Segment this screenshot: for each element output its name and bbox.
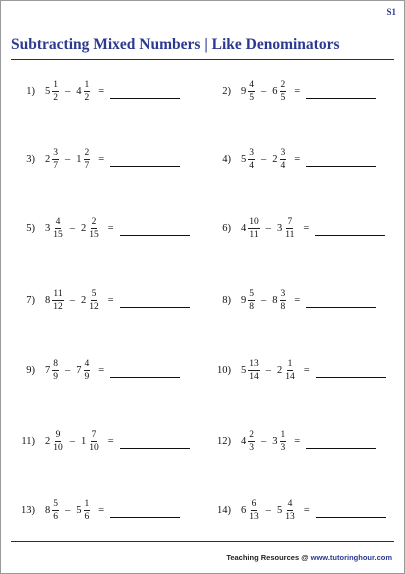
denominator: 8 xyxy=(280,301,286,312)
numerator: 3 xyxy=(280,147,286,158)
fraction xyxy=(84,499,91,522)
numerator: 1 xyxy=(84,498,90,509)
problem-item xyxy=(9,285,190,315)
whole-number: 6 xyxy=(272,85,278,97)
fraction xyxy=(52,289,64,312)
equals-sign: = xyxy=(303,504,310,516)
mixed-number xyxy=(45,359,59,382)
fraction xyxy=(248,499,260,522)
denominator: 15 xyxy=(89,229,99,240)
problem-number: 2) xyxy=(222,85,231,97)
numerator: 4 xyxy=(84,358,90,369)
whole-number: 3 xyxy=(272,435,278,447)
denominator: 6 xyxy=(53,511,58,522)
mixed-number xyxy=(76,499,90,522)
numerator: 2 xyxy=(249,429,254,440)
fraction xyxy=(280,148,287,171)
equals-sign: = xyxy=(107,294,114,306)
mixed-number xyxy=(277,359,296,382)
numerator: 1 xyxy=(287,358,293,369)
denominator: 14 xyxy=(285,371,295,382)
mixed-number xyxy=(81,289,100,312)
mixed-number xyxy=(45,80,59,103)
numerator: 3 xyxy=(249,147,254,158)
mixed-number xyxy=(241,499,260,522)
whole-number: 5 xyxy=(45,85,51,97)
minus-sign: – xyxy=(65,153,71,165)
denominator: 9 xyxy=(53,371,58,382)
problem-number: 9) xyxy=(26,364,35,376)
problem-number: 10) xyxy=(217,364,231,376)
mixed-number xyxy=(241,148,255,171)
footer-divider xyxy=(11,541,394,542)
numerator: 1 xyxy=(84,79,90,90)
denominator: 14 xyxy=(249,371,259,382)
minus-sign: – xyxy=(69,294,75,306)
fraction xyxy=(52,80,59,103)
whole-number: 2 xyxy=(81,222,87,234)
whole-number: 8 xyxy=(45,504,51,516)
minus-sign: – xyxy=(261,85,267,97)
denominator: 2 xyxy=(84,92,90,103)
whole-number: 7 xyxy=(45,364,51,376)
answer-line[interactable] xyxy=(110,377,180,378)
problem-grid xyxy=(1,1,404,573)
whole-number: 3 xyxy=(277,222,283,234)
denominator: 10 xyxy=(89,442,99,453)
problem-number: 13) xyxy=(21,504,35,516)
whole-number: 2 xyxy=(81,294,87,306)
mixed-number xyxy=(241,430,255,453)
equals-sign: = xyxy=(303,364,310,376)
problem-item xyxy=(205,213,385,243)
whole-number: 5 xyxy=(76,504,82,516)
mixed-number xyxy=(272,80,286,103)
denominator: 12 xyxy=(53,301,63,312)
minus-sign: – xyxy=(69,222,75,234)
whole-number: 3 xyxy=(45,222,51,234)
equals-sign: = xyxy=(294,85,301,97)
whole-number: 4 xyxy=(76,85,82,97)
minus-sign: – xyxy=(261,435,267,447)
numerator: 1 xyxy=(280,429,286,440)
answer-line[interactable] xyxy=(306,448,376,449)
equals-sign: = xyxy=(303,222,310,234)
fraction xyxy=(88,289,100,312)
whole-number: 2 xyxy=(45,435,51,447)
numerator: 3 xyxy=(53,147,58,158)
denominator: 6 xyxy=(84,511,90,522)
numerator: 11 xyxy=(53,288,63,299)
denominator: 3 xyxy=(280,442,286,453)
mixed-number xyxy=(45,148,59,171)
problem-item xyxy=(9,144,180,174)
answer-line[interactable] xyxy=(110,517,180,518)
footer xyxy=(226,553,392,562)
fraction xyxy=(280,289,287,312)
denominator: 9 xyxy=(84,371,90,382)
problem-number: 4) xyxy=(222,153,231,165)
problem-number: 5) xyxy=(26,222,35,234)
minus-sign: – xyxy=(261,294,267,306)
numerator: 9 xyxy=(55,429,61,440)
numerator: 13 xyxy=(249,358,259,369)
fraction xyxy=(52,430,64,453)
problem-number: 1) xyxy=(26,85,35,97)
fraction xyxy=(248,359,260,382)
denominator: 11 xyxy=(285,229,295,240)
denominator: 13 xyxy=(249,511,259,522)
fraction xyxy=(88,217,100,240)
minus-sign: – xyxy=(65,85,71,97)
minus-sign: – xyxy=(265,504,271,516)
whole-number: 1 xyxy=(76,153,82,165)
whole-number: 9 xyxy=(241,294,247,306)
problem-item xyxy=(9,76,180,106)
numerator: 5 xyxy=(53,498,58,509)
equals-sign: = xyxy=(98,153,105,165)
answer-line[interactable] xyxy=(306,307,376,308)
numerator: 3 xyxy=(280,288,286,299)
mixed-number xyxy=(277,217,295,240)
equals-sign: = xyxy=(294,153,301,165)
mixed-number xyxy=(241,80,255,103)
problem-item xyxy=(205,355,386,385)
problem-item xyxy=(9,495,180,525)
equals-sign: = xyxy=(107,222,114,234)
numerator: 5 xyxy=(91,288,97,299)
numerator: 4 xyxy=(55,216,61,227)
denominator: 15 xyxy=(53,229,63,240)
page-title: Subtracting Mixed Numbers | Like Denominators xyxy=(11,36,340,53)
mixed-number xyxy=(272,148,286,171)
mixed-number xyxy=(81,430,100,453)
denominator: 8 xyxy=(249,301,254,312)
answer-line[interactable] xyxy=(120,235,190,236)
whole-number: 8 xyxy=(272,294,278,306)
fraction xyxy=(248,80,255,103)
whole-number: 9 xyxy=(241,85,247,97)
denominator: 4 xyxy=(249,160,254,171)
numerator: 4 xyxy=(249,79,254,90)
whole-number: 4 xyxy=(241,222,247,234)
fraction xyxy=(280,430,287,453)
problem-item xyxy=(9,213,190,243)
numerator: 2 xyxy=(91,216,97,227)
mixed-number xyxy=(81,217,100,240)
denominator: 2 xyxy=(53,92,58,103)
problem-item xyxy=(205,285,376,315)
fraction xyxy=(52,148,59,171)
whole-number: 2 xyxy=(277,364,283,376)
equals-sign: = xyxy=(98,504,105,516)
answer-line[interactable] xyxy=(316,377,386,378)
numerator: 7 xyxy=(287,216,293,227)
equals-sign: = xyxy=(107,435,114,447)
fraction xyxy=(52,499,59,522)
whole-number: 2 xyxy=(45,153,51,165)
problem-number: 8) xyxy=(222,294,231,306)
problem-number: 14) xyxy=(217,504,231,516)
denominator: 13 xyxy=(285,511,295,522)
whole-number: 1 xyxy=(81,435,87,447)
denominator: 7 xyxy=(84,160,90,171)
mixed-number xyxy=(45,430,64,453)
answer-line[interactable] xyxy=(316,517,386,518)
mixed-number xyxy=(45,289,64,312)
whole-number: 5 xyxy=(277,504,283,516)
mixed-number xyxy=(277,499,296,522)
numerator: 6 xyxy=(251,498,257,509)
minus-sign: – xyxy=(69,435,75,447)
answer-line[interactable] xyxy=(120,307,190,308)
equals-sign: = xyxy=(294,435,301,447)
denominator: 5 xyxy=(280,92,286,103)
mixed-number xyxy=(76,148,90,171)
mixed-number xyxy=(241,217,260,240)
numerator: 7 xyxy=(91,429,97,440)
fraction xyxy=(280,80,287,103)
mixed-number xyxy=(241,359,260,382)
fraction xyxy=(248,217,260,240)
fraction xyxy=(248,289,255,312)
numerator: 1 xyxy=(53,79,58,90)
answer-line[interactable] xyxy=(306,166,376,167)
sheet-code: S1 xyxy=(386,7,396,17)
denominator: 11 xyxy=(249,229,259,240)
denominator: 12 xyxy=(89,301,99,312)
problem-number: 6) xyxy=(222,222,231,234)
fraction xyxy=(284,499,296,522)
answer-line[interactable] xyxy=(110,166,180,167)
whole-number: 7 xyxy=(76,364,82,376)
denominator: 3 xyxy=(249,442,254,453)
problem-item xyxy=(205,144,376,174)
denominator: 10 xyxy=(53,442,63,453)
minus-sign: – xyxy=(265,222,271,234)
problem-item xyxy=(205,76,376,106)
footer-url[interactable]: www.tutoringhour.com xyxy=(310,553,392,562)
fraction xyxy=(52,217,64,240)
answer-line[interactable] xyxy=(315,235,385,236)
fraction xyxy=(52,359,59,382)
numerator: 5 xyxy=(249,288,254,299)
whole-number: 2 xyxy=(272,153,278,165)
fraction xyxy=(284,217,295,240)
problem-number: 11) xyxy=(21,435,35,447)
equals-sign: = xyxy=(98,85,105,97)
mixed-number xyxy=(76,359,90,382)
equals-sign: = xyxy=(294,294,301,306)
numerator: 4 xyxy=(287,498,293,509)
answer-line[interactable] xyxy=(110,98,180,99)
problem-number: 12) xyxy=(217,435,231,447)
mixed-number xyxy=(272,430,286,453)
mixed-number xyxy=(45,499,59,522)
denominator: 5 xyxy=(249,92,254,103)
problem-item xyxy=(205,495,386,525)
problem-item xyxy=(9,426,190,456)
denominator: 7 xyxy=(53,160,58,171)
whole-number: 4 xyxy=(241,435,247,447)
fraction xyxy=(88,430,100,453)
fraction xyxy=(84,80,91,103)
whole-number: 8 xyxy=(45,294,51,306)
fraction xyxy=(84,359,91,382)
numerator: 2 xyxy=(84,147,90,158)
denominator: 4 xyxy=(280,160,286,171)
minus-sign: – xyxy=(65,364,71,376)
fraction xyxy=(248,430,255,453)
whole-number: 5 xyxy=(241,364,247,376)
minus-sign: – xyxy=(261,153,267,165)
problem-item xyxy=(205,426,376,456)
answer-line[interactable] xyxy=(306,98,376,99)
whole-number: 5 xyxy=(241,153,247,165)
numerator: 2 xyxy=(280,79,286,90)
numerator: 8 xyxy=(53,358,58,369)
footer-label: Teaching Resources @ xyxy=(226,553,311,562)
fraction xyxy=(284,359,296,382)
answer-line[interactable] xyxy=(120,448,190,449)
whole-number: 6 xyxy=(241,504,247,516)
mixed-number xyxy=(45,217,64,240)
equals-sign: = xyxy=(98,364,105,376)
mixed-number xyxy=(241,289,255,312)
problem-item xyxy=(9,355,180,385)
problem-number: 7) xyxy=(26,294,35,306)
mixed-number xyxy=(272,289,286,312)
numerator: 10 xyxy=(249,216,259,227)
minus-sign: – xyxy=(265,364,271,376)
fraction xyxy=(84,148,91,171)
fraction xyxy=(248,148,255,171)
problem-number: 3) xyxy=(26,153,35,165)
minus-sign: – xyxy=(65,504,71,516)
mixed-number xyxy=(76,80,90,103)
